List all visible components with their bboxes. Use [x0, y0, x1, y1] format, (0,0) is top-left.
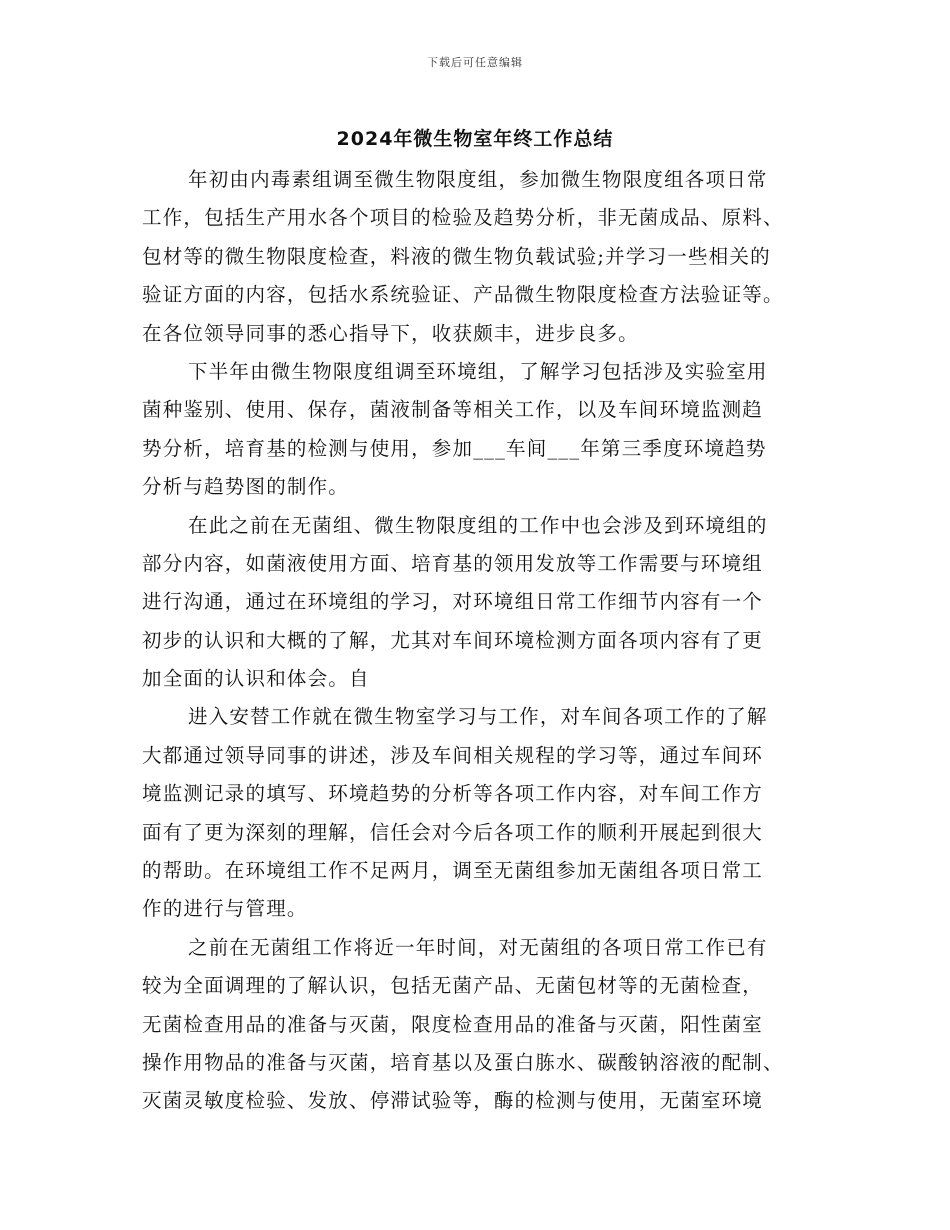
text-line: 初步的认识和大概的了解，尤其对车间环境检测方面各项内容有了更 [142, 628, 764, 652]
text-line: 进行沟通，通过在环境组的学习，对环境组日常工作细节内容有一个 [142, 590, 764, 614]
document-title: 2024年微生物室年终工作总结 [336, 128, 614, 150]
text-line: 较为全面调理的了解认识，包括无菌产品、无菌包材等的无菌检查， [142, 974, 764, 998]
text-line: 加全面的认识和体会。自 [142, 667, 370, 691]
text-line: 境监测记录的填写、环境趋势的分析等各项工作内容，对车间工作方 [142, 782, 764, 806]
text-line: 进入安替工作就在微生物室学习与工作，对车间各项工作的了解 [188, 705, 768, 729]
text-line: 年初由内毒素组调至微生物限度组，参加微生物限度组各项日常 [188, 168, 768, 191]
text-line: 势分析，培育基的检测与使用，参加___车间___年第三季度环境趋势 [142, 436, 767, 460]
text-line: 验证方面的内容，包括水系统验证、产品微生物限度检查方法验证等。 [142, 283, 784, 307]
text-line: 下半年由微生物限度组调至环境组，了解学习包括涉及实验室用 [188, 359, 768, 383]
text-line: 面有了更为深刻的理解，信任会对今后各项工作的顺利开展起到很大 [142, 820, 764, 844]
text-line: 工作，包括生产用水各个项目的检验及趋势分析，非无菌成品、原料、 [142, 206, 784, 230]
text-line: 之前在无菌组工作将近一年时间，对无菌组的各项日常工作已有 [188, 935, 768, 959]
paragraph-1 [142, 161, 824, 353]
text-line: 菌种鉴别、使用、保存，菌液制备等相关工作，以及车间环境监测趋 [142, 398, 764, 422]
text-line: 包材等的微生物限度检查，料液的微生物负载试验;并学习一些相关的 [142, 244, 771, 268]
text-line: 在此之前在无菌组、微生物限度组的工作中也会涉及到环境组的 [188, 513, 768, 537]
paragraph-5 [142, 929, 824, 1121]
text-line: 的帮助。在环境组工作不足两月，调至无菌组参加无菌组各项日常工 [142, 859, 764, 883]
paragraph-2 [142, 353, 824, 507]
text-line: 大都通过领导同事的讲述，涉及车间相关规程的学习等，通过车间环 [142, 743, 764, 767]
document-body [142, 161, 824, 1121]
header-note: 下载后可任意编辑 [427, 56, 523, 69]
text-line: 分析与趋势图的制作。 [142, 475, 350, 499]
text-line: 灭菌灵敏度检验、发放、停滞试验等，酶的检测与使用，无菌室环境 [142, 1089, 764, 1113]
text-line: 在各位领导同事的悉心指导下，收获颇丰，进步良多。 [142, 321, 639, 345]
text-line: 作的进行与管理。 [142, 897, 308, 921]
text-line: 无菌检查用品的准备与灭菌，限度检查用品的准备与灭菌，阳性菌室 [142, 1012, 764, 1036]
paragraph-4 [142, 698, 824, 928]
text-line: 操作用物品的准备与灭菌，培育基以及蛋白胨水、碳酸钠溶液的配制、 [142, 1050, 784, 1074]
text-line: 部分内容，如菌液使用方面、培育基的领用发放等工作需要与环境组 [142, 551, 764, 575]
paragraph-3 [142, 507, 824, 699]
